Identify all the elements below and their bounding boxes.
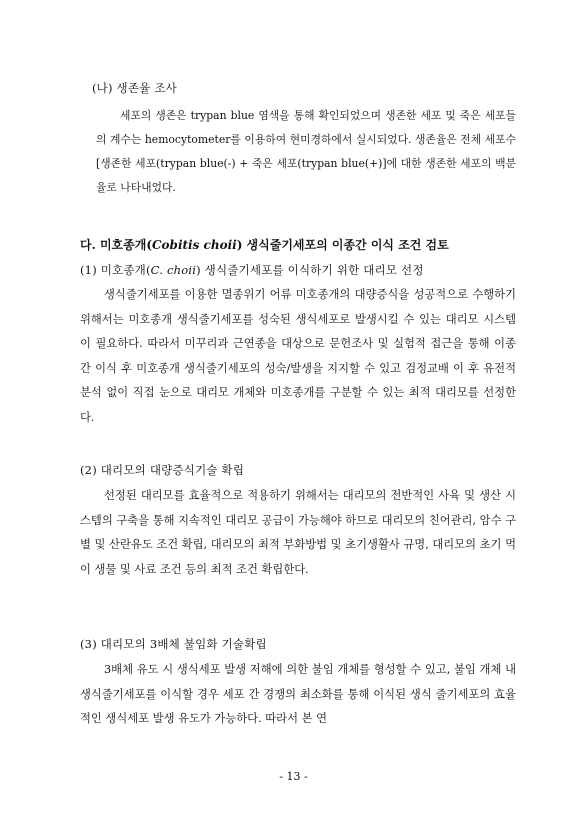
sub1-heading-prefix: (1) 미호종개( (80, 263, 151, 277)
survival-body: 세포의 생존은 trypan blue 염색을 통해 확인되었으며 생존한 세포 및 죽은 세포들의 계수는 hemocytometer를 이용하여 현미경하에서 실시되었다. 생존율은 전체 세포수[생존한 세포(trypan blue(-) + 죽은 세포(trypan blue(+)]에 대한 생존한 세포의 백분율로 나타내었다. (96, 109, 516, 194)
sub3-heading: (3) 대리모의 3배체 불임화 기술확립 (80, 637, 267, 651)
survival-paragraph (96, 104, 516, 200)
section-heading (80, 236, 449, 253)
sub1-paragraph (80, 283, 516, 430)
sub2-heading: (2) 대리모의 대량증식기술 확립 (80, 463, 245, 477)
page-number: - 13 - (279, 770, 308, 783)
sub1-heading-species: C. choii (150, 263, 197, 277)
survival-heading: (나) 생존율 조사 (92, 81, 177, 95)
sub1-heading (80, 262, 424, 278)
section-heading-prefix: 다. 미호종개( (80, 238, 152, 252)
sub3-body: 3배체 유도 시 생식세포 발생 저해에 의한 불임 개체를 형성할 수 있고, 불임 개체 내 생식줄기세포를 이식할 경우 세포 간 경쟁의 최소화를 통해 이식된 생식 줄기세포의 효율적인 생식세포 발생 유도가 가능하다. 따라서 본 연 (80, 663, 516, 725)
sub1-body: 생식줄기세포를 이용한 멸종위기 어류 미호종개의 대량증식을 성공적으로 수행하기 위해서는 미호종개 생식줄기세포를 성숙된 생식세포로 발생시킬 수 있는 대리모 시스템이 필요하다. 따라서 미꾸리과 근연종을 대상으로 문헌조사 및 실험적 접근을 통해 이종 간 이식 후 미호종개 생식줄기세포의 성숙/발생을 지지할 수 있고 검정교배 이 후 유전적 분석 없이 직접 눈으로 대리모 개체와 미호종개를 구분할 수 있는 최적 대리모를 선정한다. (80, 288, 516, 424)
sub1-heading-suffix: ) 생식줄기세포를 이식하기 위한 대리모 선정 (196, 263, 424, 277)
section-heading-suffix: ) 생식줄기세포의 이종간 이식 조건 검토 (236, 238, 449, 252)
sub3-paragraph (80, 658, 516, 732)
sub2-paragraph (80, 484, 516, 582)
sub2-body: 선정된 대리모를 효율적으로 적용하기 위해서는 대리모의 전반적인 사육 및 생산 시스템의 구축을 통해 지속적인 대리모 공급이 가능해야 하므로 대리모의 친어관리, 암수 구별 및 산란유도 조건 확립, 대리모의 최적 부화방법 및 초기생활사 규명, 대리모의 초기 먹이 생물 및 사료 조건 등의 최적 조건 확립한다. (80, 489, 516, 576)
section-heading-species: Cobitis choii (152, 238, 237, 252)
